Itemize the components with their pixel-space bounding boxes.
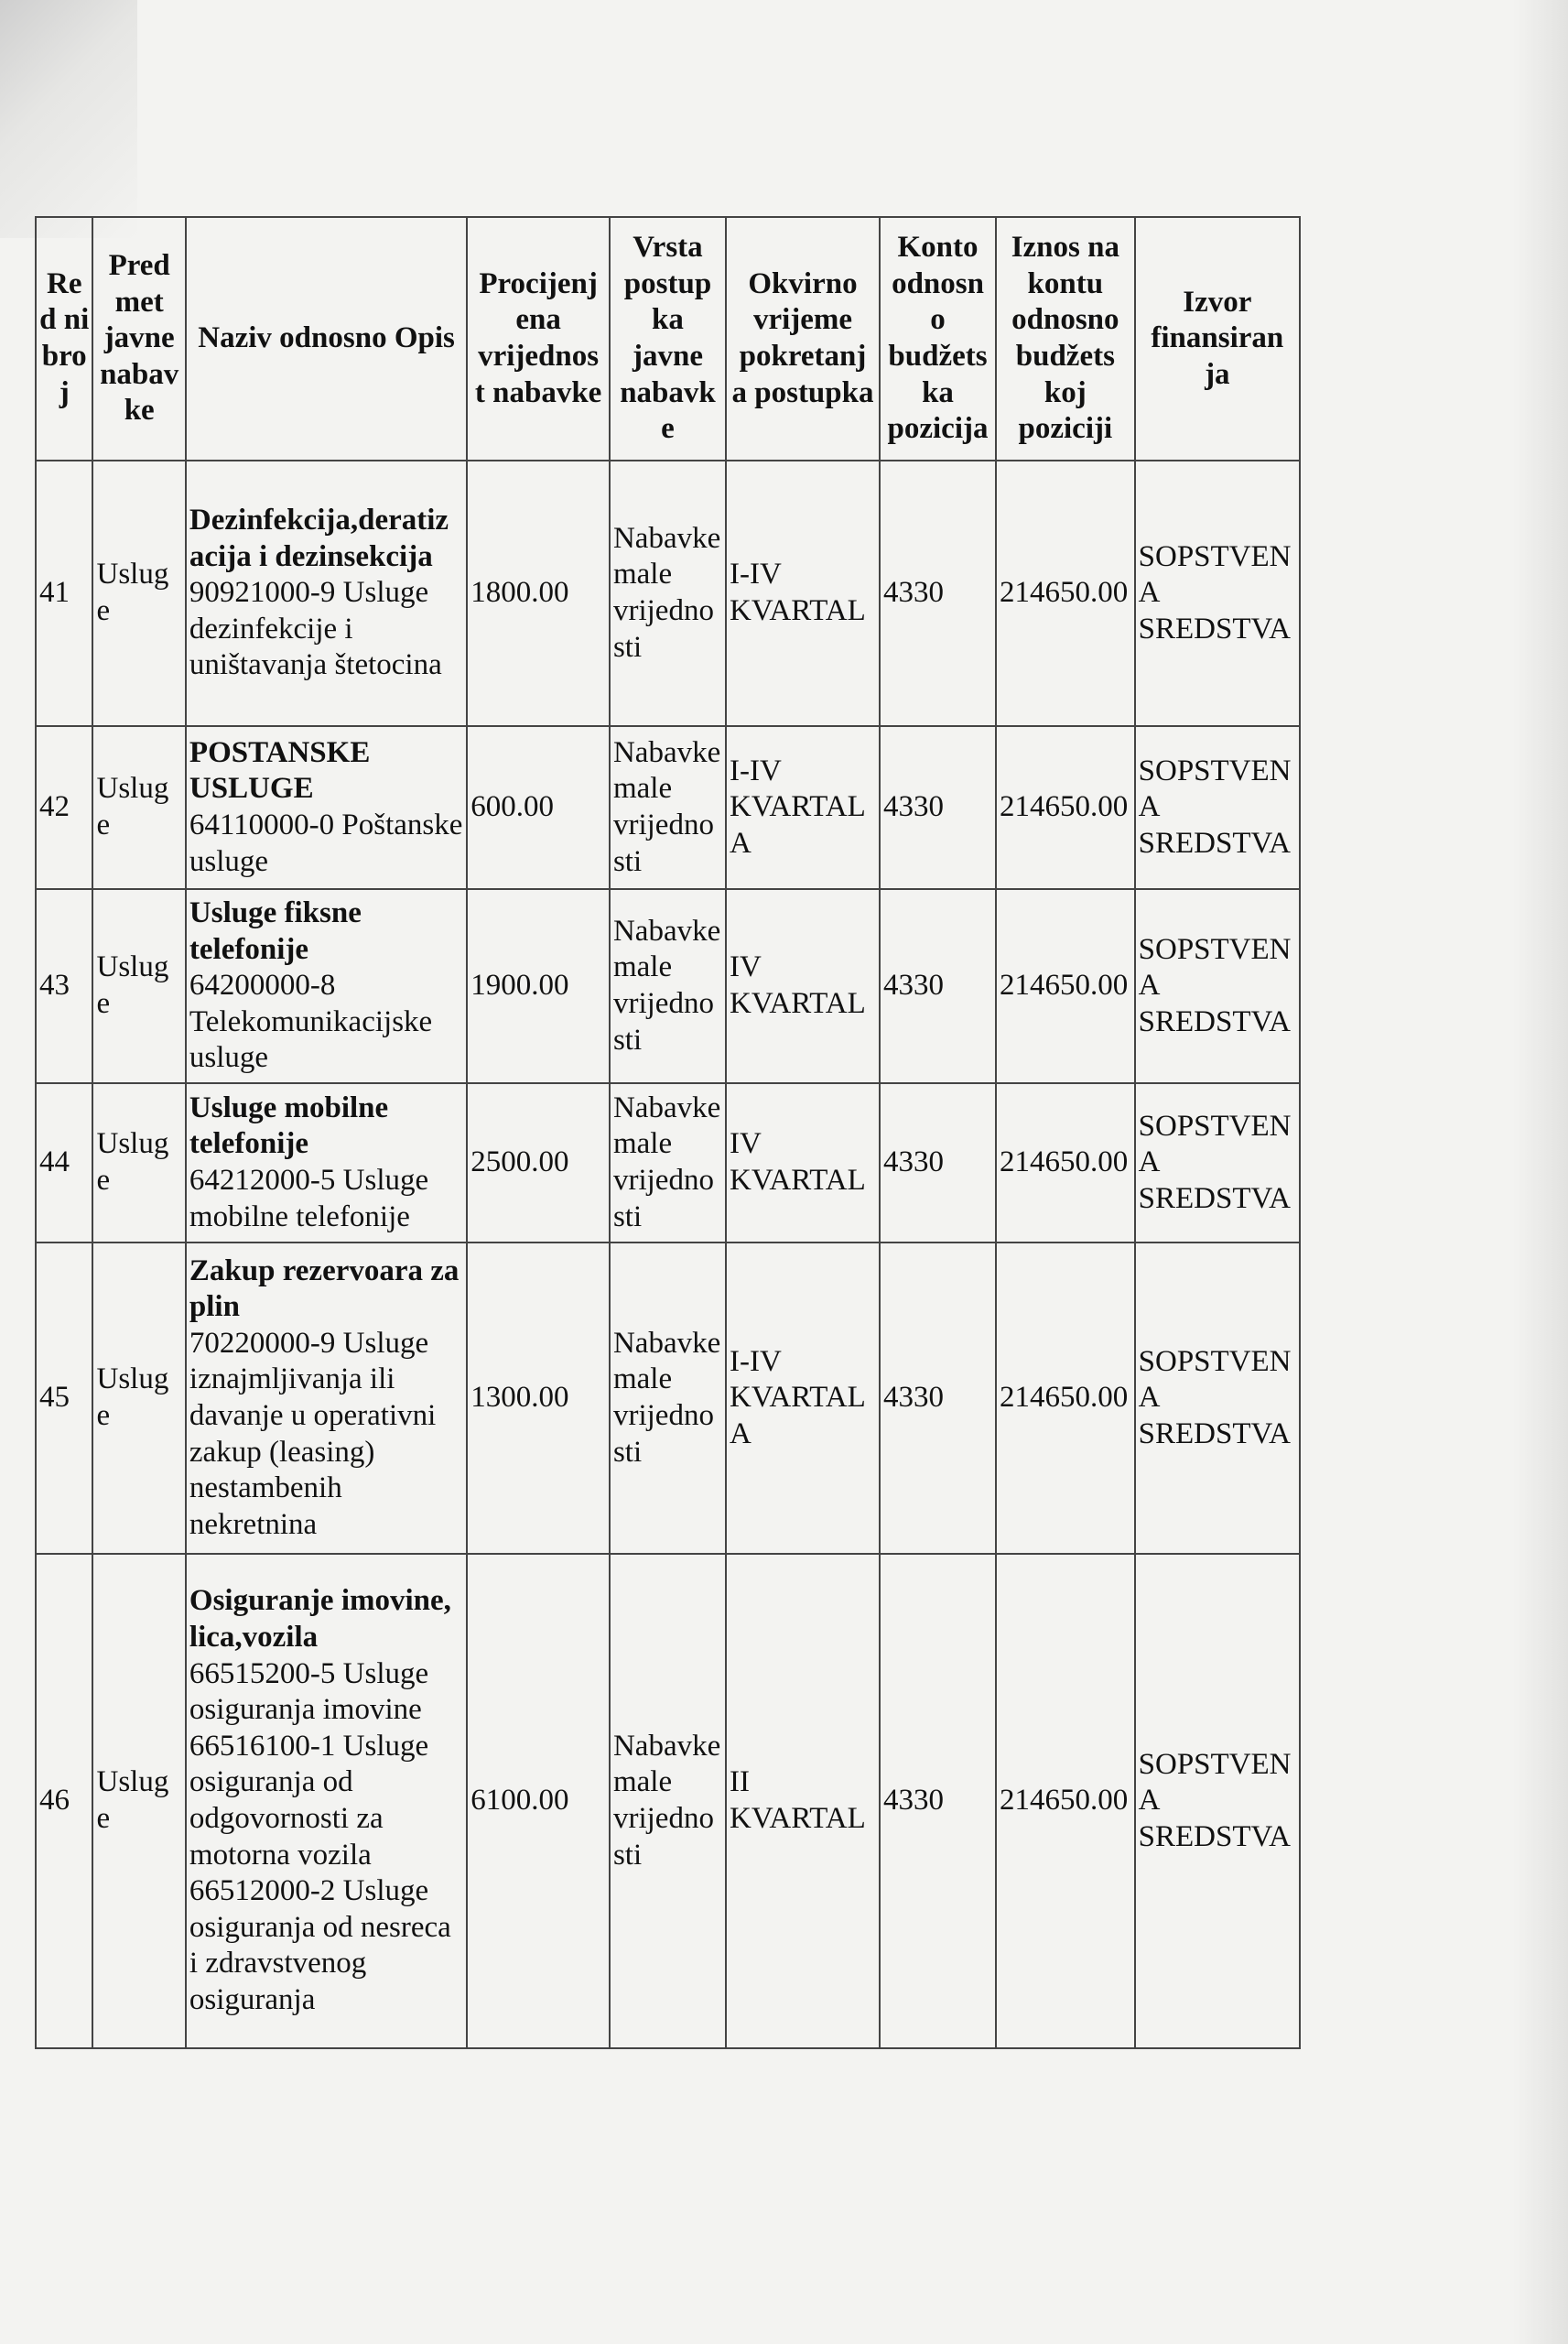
row-konto: 4330	[880, 726, 996, 889]
row-value: 1800.00	[467, 461, 610, 726]
row-period: IV KVARTAL	[726, 1083, 880, 1243]
procurement-plan-table	[35, 216, 1301, 2049]
row-detail: 70220000-9 Usluge iznajmljivanja ili davanje u operativni zakup (leasing) nestambenih nekretnina	[189, 1326, 437, 1541]
row-procedure: Nabavke male vrijednosti	[610, 461, 726, 726]
table-row	[36, 1243, 1300, 1554]
header-cell: Vrsta postup ka javne nabavk e	[610, 217, 726, 461]
row-detail: 64110000-0 Poštanske usluge	[189, 808, 463, 878]
row-period: IV KVARTAL	[726, 889, 880, 1083]
row-detail: 90921000-9 Usluge dezinfekcije i uništavanja štetocina	[189, 576, 442, 682]
header-cell: Pred met javne nabav ke	[92, 217, 185, 461]
row-konto: 4330	[880, 461, 996, 726]
row-period: II KVARTAL	[726, 1554, 880, 2048]
header-cell: Okvirno vrijeme pokretanj a postupka	[726, 217, 880, 461]
row-number: 45	[36, 1243, 92, 1554]
row-title: Usluge mobilne telefonije	[189, 1091, 389, 1161]
header-cell: Konto odnosn o budžets ka pozicija	[880, 217, 996, 461]
row-procedure: Nabavke male vrijednosti	[610, 1243, 726, 1554]
row-value: 2500.00	[467, 1083, 610, 1243]
row-value: 6100.00	[467, 1554, 610, 2048]
header-cell: Naziv odnosno Opis	[186, 217, 467, 461]
row-detail: 64212000-5 Usluge mobilne telefonije	[189, 1164, 429, 1233]
row-subject: Usluge	[92, 726, 185, 889]
row-title: Osiguranje imovine, lica,vozila	[189, 1584, 451, 1655]
row-title: Zakup rezervoara za plin	[189, 1253, 460, 1324]
row-number: 44	[36, 1083, 92, 1243]
row-procedure: Nabavke male vrijednosti	[610, 726, 726, 889]
row-konto: 4330	[880, 889, 996, 1083]
row-description	[186, 1083, 467, 1243]
row-amount: 214650.00	[996, 726, 1135, 889]
row-period: I-IV KVARTAL	[726, 461, 880, 726]
row-title: Dezinfekcija,deratizacija i dezinsekcija	[189, 504, 449, 573]
row-title: POSTANSKE USLUGE	[189, 735, 371, 806]
row-value: 600.00	[467, 726, 610, 889]
page-edge-shadow	[1513, 0, 1568, 2344]
table-header-row	[36, 217, 1300, 461]
row-amount: 214650.00	[996, 1083, 1135, 1243]
row-subject: Usluge	[92, 889, 185, 1083]
table-row	[36, 1083, 1300, 1243]
row-konto: 4330	[880, 1083, 996, 1243]
table-row	[36, 726, 1300, 889]
row-number: 46	[36, 1554, 92, 2048]
table-row	[36, 461, 1300, 726]
row-value: 1900.00	[467, 889, 610, 1083]
row-description	[186, 461, 467, 726]
row-konto: 4330	[880, 1243, 996, 1554]
table-row	[36, 889, 1300, 1083]
row-number: 41	[36, 461, 92, 726]
row-detail: 66515200-5 Usluge osiguranja imovine 66516100-1 Usluge osiguranja od odgovornosti za motorna vozila 66512000-2 Usluge osiguranja od nesreca i zdravstvenog osiguranja	[189, 1656, 451, 2016]
row-source: SOPSTVENA SREDSTVA	[1135, 1554, 1300, 2048]
row-value: 1300.00	[467, 1243, 610, 1554]
row-amount: 214650.00	[996, 1554, 1135, 2048]
row-source: SOPSTVENA SREDSTVA	[1135, 889, 1300, 1083]
row-source: SOPSTVENA SREDSTVA	[1135, 1083, 1300, 1243]
row-description	[186, 1243, 467, 1554]
row-procedure: Nabavke male vrijednosti	[610, 1554, 726, 2048]
row-description	[186, 889, 467, 1083]
header-cell: Red ni broj	[36, 217, 92, 461]
row-source: SOPSTVENA SREDSTVA	[1135, 726, 1300, 889]
row-amount: 214650.00	[996, 889, 1135, 1083]
row-period: I-IV KVARTALA	[726, 726, 880, 889]
row-subject: Usluge	[92, 461, 185, 726]
page-corner-shadow	[0, 0, 137, 238]
row-description	[186, 1554, 467, 2048]
row-procedure: Nabavke male vrijednosti	[610, 889, 726, 1083]
row-description	[186, 726, 467, 889]
row-konto: 4330	[880, 1554, 996, 2048]
row-number: 43	[36, 889, 92, 1083]
header-cell: Iznos na kontu odnosno budžets koj poziciji	[996, 217, 1135, 461]
row-title: Usluge fiksne telefonije	[189, 896, 362, 966]
row-amount: 214650.00	[996, 1243, 1135, 1554]
header-cell: Izvor finansiran ja	[1135, 217, 1300, 461]
row-subject: Usluge	[92, 1083, 185, 1243]
row-source: SOPSTVENA SREDSTVA	[1135, 461, 1300, 726]
header-cell: Procijenj ena vrijednos t nabavke	[467, 217, 610, 461]
row-subject: Usluge	[92, 1554, 185, 2048]
row-period: I-IV KVARTALA	[726, 1243, 880, 1554]
row-detail: 64200000-8 Telekomunikacijske usluge	[189, 969, 433, 1075]
row-procedure: Nabavke male vrijednosti	[610, 1083, 726, 1243]
row-amount: 214650.00	[996, 461, 1135, 726]
row-subject: Usluge	[92, 1243, 185, 1554]
table-row	[36, 1554, 1300, 2048]
row-source: SOPSTVENA SREDSTVA	[1135, 1243, 1300, 1554]
row-number: 42	[36, 726, 92, 889]
